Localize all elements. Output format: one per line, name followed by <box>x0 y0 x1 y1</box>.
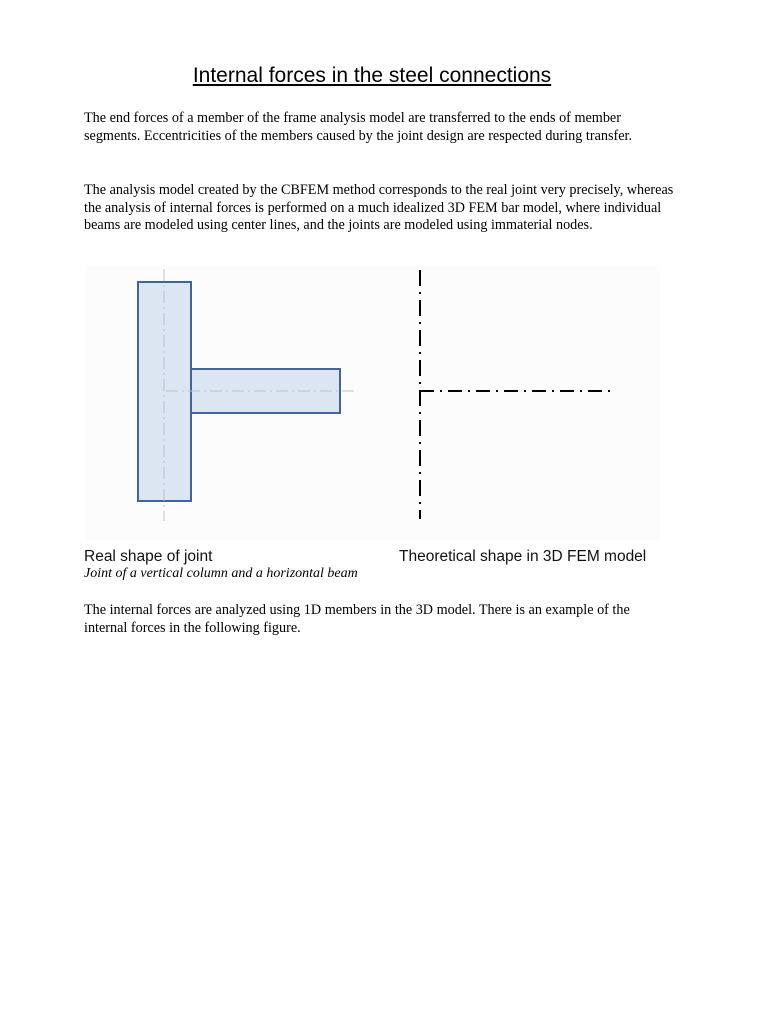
paragraph-analysis-model: The analysis model created by the CBFEM method corresponds to the real joint very precisely, whereas the analysis of internal forces is performed on a much idealized 3D FEM bar model, where individual beams are modeled using center lines, and the joints are modeled using immaterial nodes. <box>84 182 674 234</box>
joint-figure-drawing <box>86 265 660 540</box>
real-shape-label: Real shape of joint <box>84 548 213 565</box>
theoretical-shape-label: Theoretical shape in 3D FEM model <box>399 548 647 565</box>
paragraph-end-forces: The end forces of a member of the frame analysis model are transferred to the ends of member segments. Eccentricities of the members caused by the joint design are respected during transfer. <box>84 110 632 144</box>
page-title: Internal forces in the steel connections <box>192 64 552 87</box>
paragraph-internal-forces: The internal forces are analyzed using 1D members in the 3D model. There is an example of the internal forces in the following figure. <box>84 602 630 636</box>
figure-caption: Joint of a vertical column and a horizontal beam <box>84 566 358 581</box>
joint-figure <box>86 265 660 540</box>
